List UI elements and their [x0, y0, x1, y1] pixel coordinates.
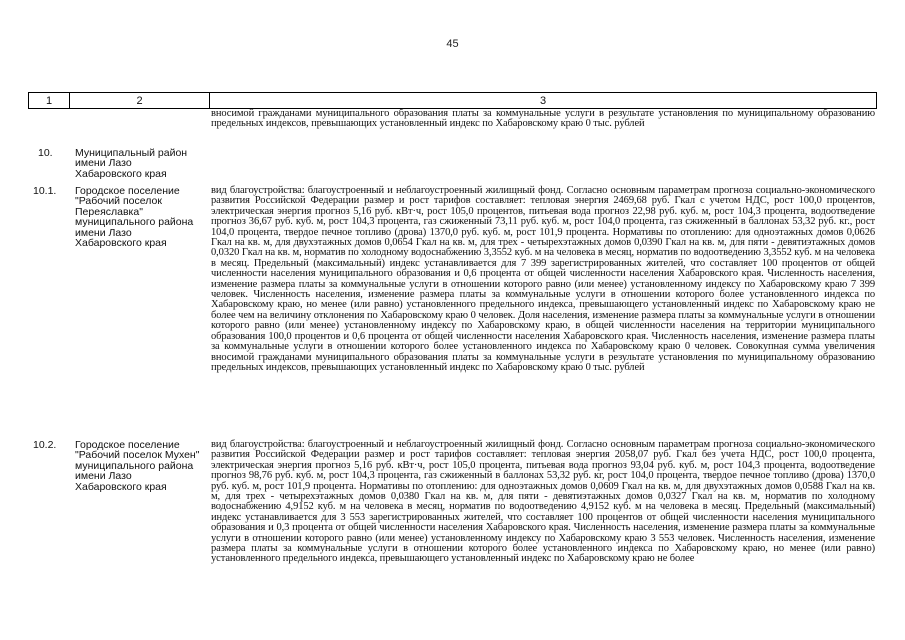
- municipality-name: Городское поселение "Рабочий поселок Переяславка" муниципального района имени Лазо Хабаровского края: [75, 185, 194, 250]
- municipality-name: Муниципальный район имени Лазо Хабаровского края: [75, 147, 188, 180]
- page-number: 45: [446, 38, 459, 50]
- header-col-1: 1: [29, 93, 70, 109]
- table-header: [28, 92, 877, 109]
- table-header-row: [29, 93, 877, 109]
- continuation-text: вносимой гражданами муниципального образования платы за коммунальные услуги в результате установления по муниципальному образованию предельных индексов, превышающих установленный индекс по Хабаровскому краю 0 тыс. рублей: [211, 108, 875, 130]
- row-number: 10.1.: [33, 185, 57, 197]
- row-description: вид благоустройства: благоустроенный и неблагоустроенный жилищный фонд. Согласно основным параметрам прогноза социально-экономического развития Российской Федерации размер и рост тарифов составляет: тепловая энергия 2058,07 руб. Гкал без учета НДС, рост 100,0 процента, электрическая энергия прогноз 5,16 руб. кВт·ч, рост 105,0 процента, питьевая вода прогноз 93,04 руб. куб. м, рост 104,3 процента, водоотведение прогноз 98,76 руб. куб. м, рост 104,3 процента, газ сжиженный в баллонах 53,32 руб. кг, рост 104,0 процента, твердое печное топливо (дрова) 1370,0 руб. куб. м, рост 101,9 процента. Нормативы по отоплению: для одноэтажных домов 0,0609 Гкал на кв. м, для двухэтажных домов 0,0588 Гкал на кв. м, для трех - четырехэтажных домов 0,0380 Гкал на кв. м, для пяти - девятиэтажных домов 0,0327 Гкал на кв. м, норматив по холодному водоснабжению 4,9152 куб. м на человека в месяц, норматив по водоотведению 4,9152 куб. м на человека в месяц. Предельный (максимальный) индекс устанавливается для 3 553 зарегистрированных жителей, что составляет 100 процентов от общей численности населения муниципального образования и 0,3 процента от общей численности населения Хабаровского края. Численность населения, изменение размера платы за коммунальные услуги в отношении которого равно (или менее) установленному индексу по Хабаровскому краю 3 553 человек. Численность населения, изменение размера платы за коммунальные услуги в отношении которого более установленного индекса по Хабаровскому краю, но менее (или равно) установленного предельного индекса, превышающего установленный индекс по Хабаровскому краю не более: [211, 439, 875, 565]
- row-number: 10.2.: [33, 439, 57, 451]
- header-col-2: 2: [70, 93, 210, 109]
- header-col-3: 3: [210, 93, 877, 109]
- row-number: 10.: [38, 147, 53, 159]
- municipality-name: Городское поселение "Рабочий поселок Мухен" муниципального района имени Лазо Хабаровского края: [75, 439, 200, 493]
- row-description: вид благоустройства: благоустроенный и неблагоустроенный жилищный фонд. Согласно основным параметрам прогноза социально-экономического развития Российской Федерации размер и рост тарифов составляет: тепловая энергия 2469,68 руб. Гкал с учетом НДС, рост 100,0 процентов, электрическая энергия прогноз 5,16 руб. кВт·ч, рост 105,0 процентов, питьевая вода прогноз 22,98 руб. куб. м, рост 104,3 процента, водоотведение прогноз 36,67 руб. куб. м, рост 104,3 процента, газ сжиженный 73,11 руб. куб. м, рост 104,0 процента, газ сжиженный в баллонах 53,32 руб. кг., рост 104,0 процента, твердое печное топливо (дрова) 1370,0 руб. куб. м, рост 101,9 процента. Нормативы по отоплению: для одноэтажных домов 0,0626 Гкал на кв. м, для двухэтажных домов 0,0654 Гкал на кв. м, для трех - четырехэтажных домов 0,0390 Гкал на кв. м, для пяти - девятиэтажных домов 0,0320 Гкал на кв. м, норматив по холодному водоснабжению 3,3552 куб. м на человека в месяц, норматив по водоотведению 3,3552 куб. м на человека в месяц. Предельный (максимальный) индекс устанавливается для 7 399 зарегистрированных жителей, что составляет 100 процентов от общей численности населения муниципального образования и 0,6 процента от общей численности населения Хабаровского края. Численность населения, изменение размера платы за коммунальные услуги в отношении которого равно (или менее) установленному индексу по Хабаровскому краю 7 399 человек. Численность населения, изменение размера платы за коммунальные услуги в отношении которого более установленного индекса по Хабаровскому краю, но менее (или равно) установленного предельного индекса, превышающего установленный индекс по Хабаровскому краю не более чем на величину отклонения по Хабаровскому краю 0 человек. Доля населения, изменение размера платы за коммунальные услуги в отношении которого равно (или менее) установленному индексу по Хабаровскому краю, в общей численности населения на территории муниципального образования 100,0 процентов и 0,6 процента от общей численности населения Хабаровского края. Численность населения, изменение размера платы за коммунальные услуги в отношении которого более установленного индекса по Хабаровскому краю 0 человек. Совокупная сумма увеличения вносимой гражданами муниципального образования платы за коммунальные услуги в результате установления по муниципальному образованию предельных индексов, превышающих установленный индекс по Хабаровскому краю 0 тыс. рублей: [211, 185, 875, 373]
